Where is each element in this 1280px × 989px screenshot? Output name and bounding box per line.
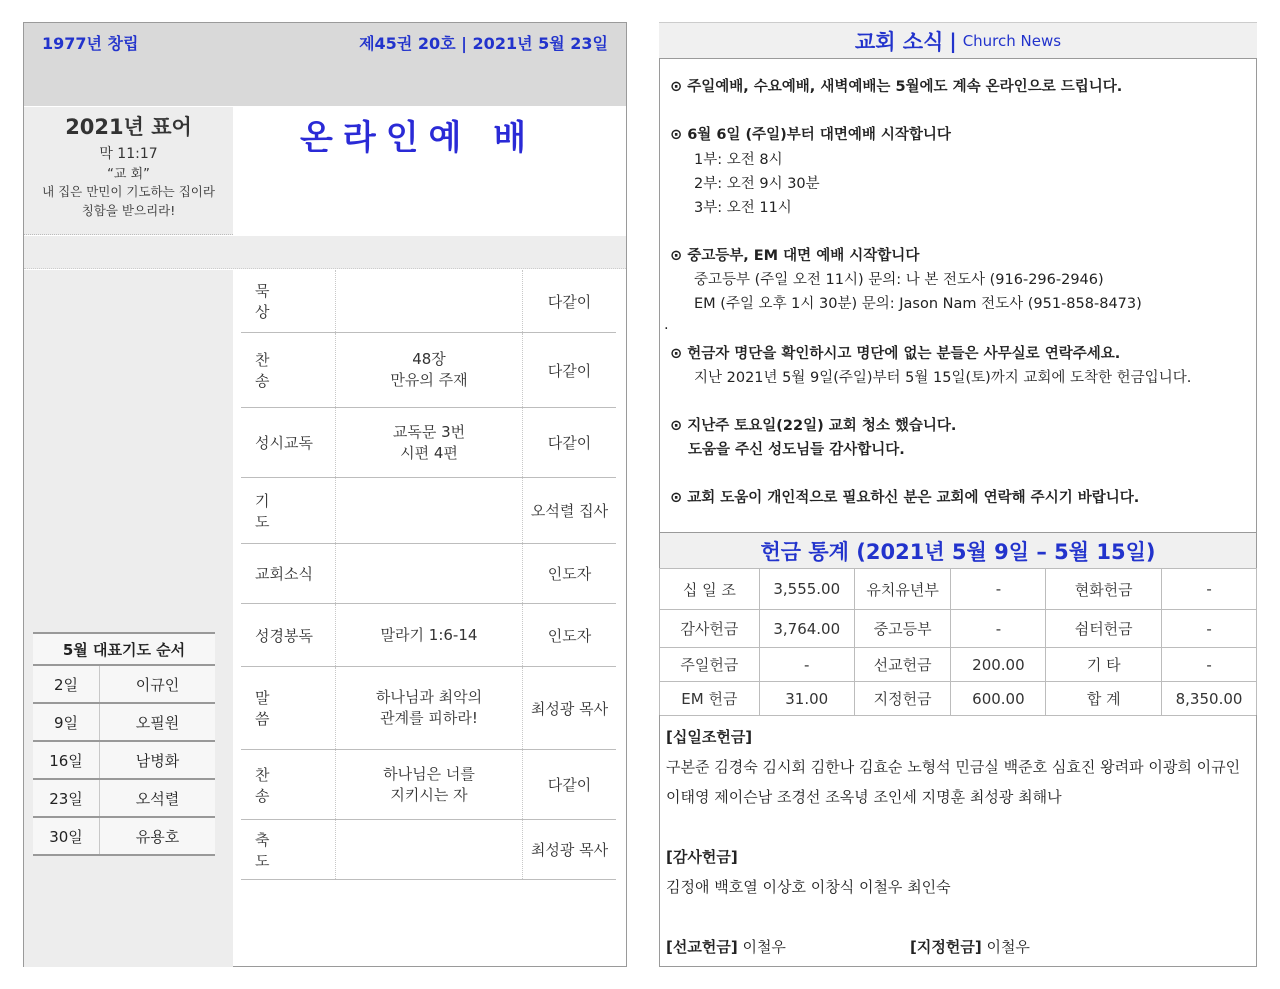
prayer-schedule-title: 5월 대표기도 순서 [33,634,215,666]
news-headline: ⊙ 지난주 토요일(22일) 교회 청소 했습니다. [670,418,957,434]
founded-year: 1977년 창립 [42,34,139,53]
worship-item: 성시교독 [255,434,313,452]
stats-label: 현화헌금 [1046,569,1162,610]
prayer-name: 오필원 [135,713,180,732]
designated-heading: [지정헌금] [910,938,982,956]
prayer-row [33,704,215,742]
thanks-names: 김정애 백호열 이상호 이창식 이철우 최인숙 [666,878,951,896]
news-headline: ⊙ 교회 도움이 개인적으로 필요하신 분은 교회에 연락해 주시기 바랍니다. [670,490,1140,506]
worship-leader: 인도자 [547,626,592,645]
donor-list [659,715,1257,967]
worship-leader: 최성광 목사 [530,699,609,718]
news-detail: 2부: 오전 9시 30분 [694,176,820,192]
worship-content [335,667,523,749]
thanks-heading: [감사헌금] [666,848,738,866]
prayer-day: 30일 [33,818,100,854]
prayer-day: 9일 [33,704,100,740]
worship-row [241,667,616,750]
mission-offering [666,936,786,957]
stats-row [660,682,1257,716]
worship-leader: 다같이 [547,292,592,311]
stats-amount: 3,555.00 [759,569,854,610]
worship-item: 축 도 [255,830,294,870]
stats-label: 주일헌금 [660,648,760,682]
bulletin-header [24,23,626,106]
prayer-row [33,666,215,704]
service-title: 온라인예 배 [300,118,537,158]
news-detail: EM (주일 오후 1시 30분) 문의: Jason Nam 전도사 (951-858-8473) [694,296,1142,312]
worship-content-line: 시편 4편 [400,443,458,462]
church-news-header [659,22,1257,58]
prayer-name: 오석렬 [135,789,180,808]
stats-amount: 31.00 [759,682,854,716]
worship-row [241,408,616,478]
prayer-row [33,818,215,856]
worship-leader: 인도자 [547,565,592,583]
prayer-day: 2일 [33,666,100,702]
church-news-separator: | [949,28,957,53]
motto-reference: 막 11:17 [99,146,158,162]
worship-content-line: 48장 [412,350,446,368]
news-headline: ⊙ 중고등부, EM 대면 예배 시작합니다 [670,248,920,264]
worship-leader: 다같이 [547,434,592,452]
worship-leader: 최성광 목사 [530,841,609,859]
worship-row [241,820,616,880]
prayer-row [33,780,215,818]
worship-content-line: 말라기 1:6-14 [380,625,478,644]
prayer-name: 남병화 [135,751,180,770]
offering-stats-title: 헌금 통계 (2021년 5월 9일 – 5월 15일) [760,539,1156,564]
stats-label: 감사헌금 [660,610,760,648]
worship-row [241,333,616,408]
stats-amount: - [951,569,1046,610]
worship-row [241,544,616,604]
stats-amount: - [759,648,854,682]
worship-row [241,604,616,667]
stats-label: 기 타 [1046,648,1162,682]
church-news-title: 교회 소식 [854,29,944,54]
stats-amount: - [1162,610,1257,648]
stats-amount: 3,764.00 [759,610,854,648]
worship-row [241,270,616,333]
stats-amount: - [951,610,1046,648]
motto-title: 2021년 표어 [65,115,192,139]
worship-content-line: 교독문 3번 [392,422,466,441]
worship-content-line: 하나님은 너를 [383,764,475,783]
news-detail: 지난 2021년 5월 9일(주일)부터 5월 15일(토)까지 교회에 도착한 헌금입니다. [694,370,1192,386]
news-detail: 1부: 오전 8시 [694,152,783,168]
stats-amount: - [1162,569,1257,610]
stats-label: 쉼터헌금 [1046,610,1162,648]
news-headline: ⊙ 6월 6일 (주일)부터 대면예배 시작합니다 [670,127,951,143]
prayer-schedule [33,632,215,856]
worship-content [335,408,523,477]
motto-verse-line1: 내 집은 만민이 기도하는 집이라 [42,184,215,199]
stats-label: 십 일 조 [660,569,760,610]
worship-content-line: 관계를 피하라! [380,709,478,727]
news-detail: . [664,317,669,333]
worship-content-line: 하나님과 최악의 [375,688,483,706]
worship-item: 교회소식 [255,565,313,583]
prayer-row [33,742,215,780]
stats-label: 유치유년부 [854,569,951,610]
mission-names: 이철우 [742,938,786,956]
news-headline: ⊙ 헌금자 명단을 확인하시고 명단에 없는 분들은 사무실로 연락주세요. [670,346,1121,362]
stats-label: 합 계 [1046,682,1162,716]
worship-item: 찬 송 [255,351,294,390]
left-column-panel [24,270,233,967]
tithe-names-line2: 이태영 제이슨남 조경선 조옥녕 조인세 지명훈 최성광 최해나 [666,788,1062,806]
stats-amount: 200.00 [951,648,1046,682]
worship-item: 말 씀 [255,689,294,728]
mission-heading: [선교헌금] [666,938,738,956]
stats-amount: 600.00 [951,682,1046,716]
stats-label: EM 헌금 [660,682,760,716]
worship-item: 묵 상 [255,282,294,321]
divider-band [24,236,626,269]
worship-content-line: 지키시는 자 [390,785,468,804]
tithe-heading: [십일조헌금] [666,728,753,746]
stats-label: 선교헌금 [854,648,951,682]
designated-offering [910,936,1030,957]
worship-item: 찬 송 [255,765,294,805]
stats-row [660,569,1257,610]
news-headline: 도움을 주신 성도님들 감사합니다. [688,442,905,458]
stats-amount: 8,350.00 [1162,682,1257,716]
stats-amount: - [1162,648,1257,682]
worship-item: 기 도 [255,491,294,531]
stats-label: 중고등부 [854,610,951,648]
worship-content [335,333,523,407]
news-detail: 중고등부 (주일 오전 11시) 문의: 나 본 전도사 (916-296-2946) [694,272,1104,288]
tithe-names-line1: 구본준 김경숙 김시회 김한나 김효순 노형석 민금실 백준호 심효진 왕려파 이광희 이규인 [666,758,1241,776]
issue-info: 제45권 20호 | 2021년 5월 23일 [359,34,608,53]
worship-leader: 오석렬 집사 [530,502,609,520]
worship-content-line: 만유의 주재 [390,371,468,389]
church-news-subtitle: Church News [962,31,1062,50]
worship-content [335,604,523,666]
worship-leader: 다같이 [547,776,592,794]
worship-leader: 다같이 [547,361,592,380]
prayer-day: 23일 [33,780,100,816]
year-motto [24,107,233,235]
prayer-day: 16일 [33,742,100,778]
stats-row [660,648,1257,682]
stats-label: 지정헌금 [854,682,951,716]
order-of-worship [241,270,616,880]
worship-row [241,750,616,820]
motto-word: “교 회” [107,167,150,182]
worship-content [335,544,523,603]
worship-content [335,478,523,543]
prayer-name: 이규인 [135,675,180,694]
stats-row [660,610,1257,648]
prayer-name: 유용호 [135,827,180,846]
worship-item: 성경봉독 [255,626,313,645]
designated-names: 이철우 [986,938,1030,956]
church-news-box [659,58,1257,532]
worship-content [335,820,523,879]
worship-content [335,270,523,332]
motto-verse-line2: 칭함을 받으리라! [81,203,176,218]
news-headline: ⊙ 주일예배, 수요예배, 새벽예배는 5월에도 계속 온라인으로 드립니다. [670,79,1123,95]
offering-stats-table [659,568,1257,716]
offering-stats-header [659,532,1257,568]
news-detail: 3부: 오전 11시 [694,200,792,216]
worship-content [335,750,523,819]
worship-row [241,478,616,544]
